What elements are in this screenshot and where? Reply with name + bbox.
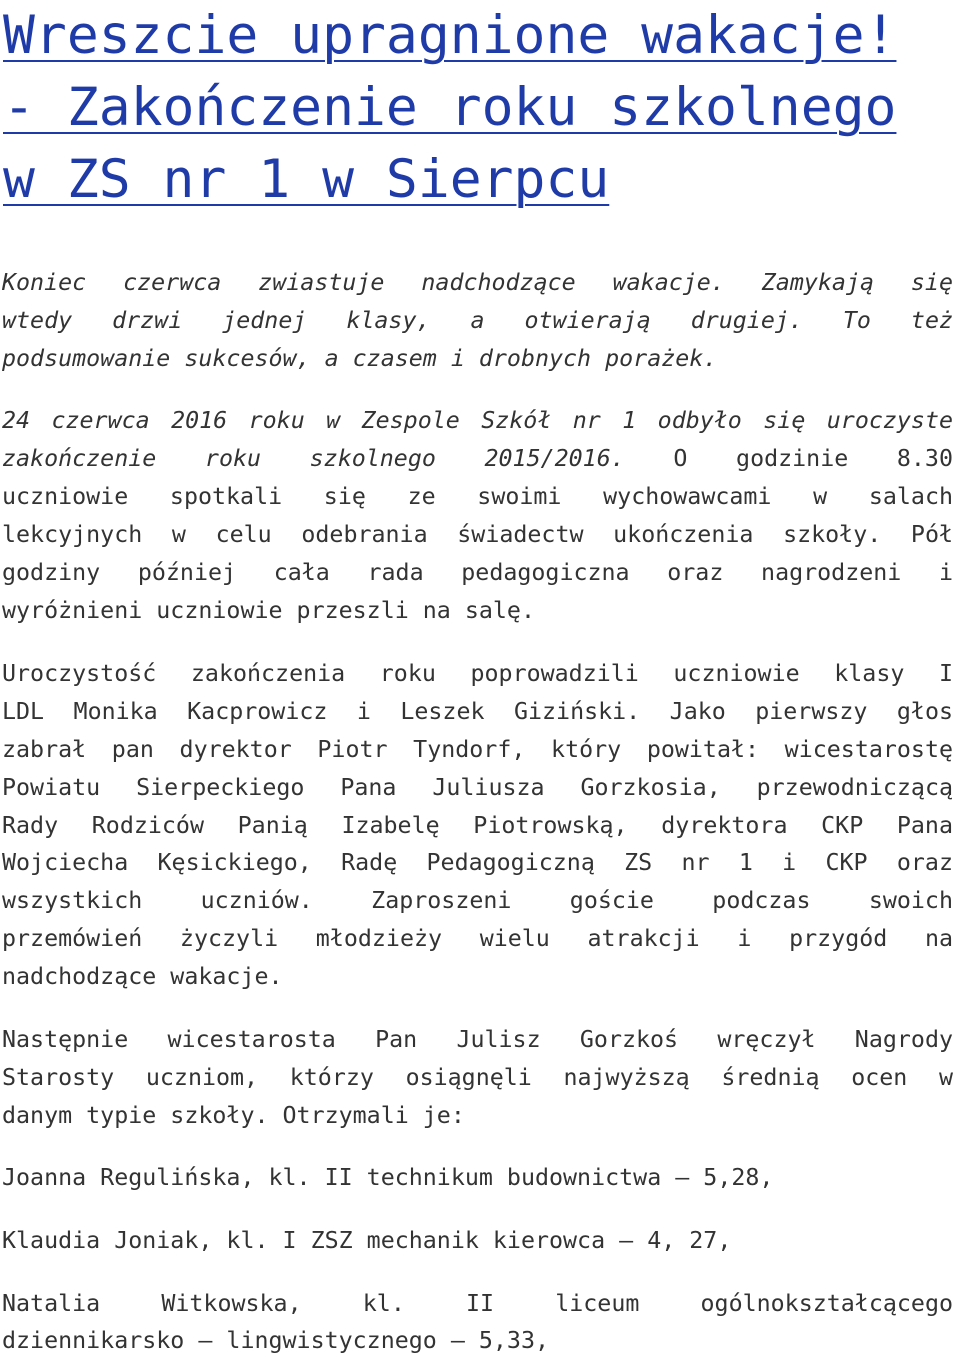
paragraph-line: Starosty uczniom, którzy osiągnęli najwyższą średnią ocen w: [2, 1064, 953, 1091]
paragraph-line: Następnie wicestarosta Pan Julisz Gorzkoś wręczył Nagrody: [2, 1026, 953, 1053]
intro-line: wtedy drzwi jednej klasy, a otwierają drugiej. To też: [2, 307, 953, 334]
paragraph-line: wszystkich uczniów. Zaproszeni goście podczas swoich: [2, 887, 953, 914]
paragraph-line: wyróżnieni uczniowie przeszli na salę.: [2, 597, 535, 624]
paragraph-line: 24 czerwca 2016 roku w Zespole Szkół nr 1 odbyło się uroczyste: [2, 407, 953, 434]
paragraph-line: przemówień życzyli młodzieży wielu atrakcji i przygód na: [2, 925, 953, 952]
paragraph-line: Uroczystość zakończenia roku poprowadzili uczniowie klasy I: [2, 660, 953, 687]
paragraph-line: Rady Rodziców Panią Izabelę Piotrowską, dyrektora CKP Pana: [2, 812, 953, 839]
intro-line: Koniec czerwca zwiastuje nadchodzące wakacje. Zamykają się: [2, 269, 953, 296]
paragraph-line: Powiatu Sierpeckiego Pana Juliusza Gorzkosia, przewodniczącą: [2, 774, 953, 801]
paragraph-line: zabrał pan dyrektor Piotr Tyndorf, który powitał: wicestarostę: [2, 736, 953, 763]
paragraph-line: danym typie szkoły. Otrzymali je:: [2, 1102, 465, 1129]
awardee-item: dziennikarsko – lingwistycznego – 5,33,: [2, 1327, 550, 1354]
paragraph-line: Wojciecha Kęsickiego, Radę Pedagogiczną ZS nr 1 i CKP oraz: [2, 849, 953, 876]
awardee-item: Natalia Witkowska, kl. II liceum ogólnokształcącego: [2, 1290, 953, 1317]
title-line[interactable]: - Zakończenie roku szkolnego: [3, 77, 897, 138]
title-line[interactable]: w ZS nr 1 w Sierpcu: [3, 149, 610, 210]
title-line[interactable]: Wreszcie upragnione wakacje!: [3, 5, 897, 66]
paragraph-line: lekcyjnych w celu odebrania świadectw ukończenia szkoły. Pół: [2, 521, 953, 548]
intro-line: podsumowanie sukcesów, a czasem i drobnych porażek.: [2, 345, 718, 372]
paragraph-line: [2, 444, 953, 474]
time-text: O godzinie 8.30: [624, 445, 953, 472]
awardee-item: Klaudia Joniak, kl. I ZSZ mechanik kierowca – 4, 27,: [2, 1227, 732, 1254]
paragraph-line: LDL Monika Kacprowicz i Leszek Giziński. Jako pierwszy głos: [2, 698, 953, 725]
paragraph-line: uczniowie spotkali się ze swoimi wychowawcami w salach: [2, 483, 953, 510]
awardee-item: Joanna Regulińska, kl. II technikum budownictwa – 5,28,: [2, 1164, 774, 1191]
paragraph-line: nadchodzące wakacje.: [2, 963, 283, 990]
date-text: zakończenie roku szkolnego 2015/2016.: [2, 445, 625, 472]
paragraph-line: godziny później cała rada pedagogiczna oraz nagrodzeni i: [2, 559, 953, 586]
article-title[interactable]: [3, 0, 958, 216]
